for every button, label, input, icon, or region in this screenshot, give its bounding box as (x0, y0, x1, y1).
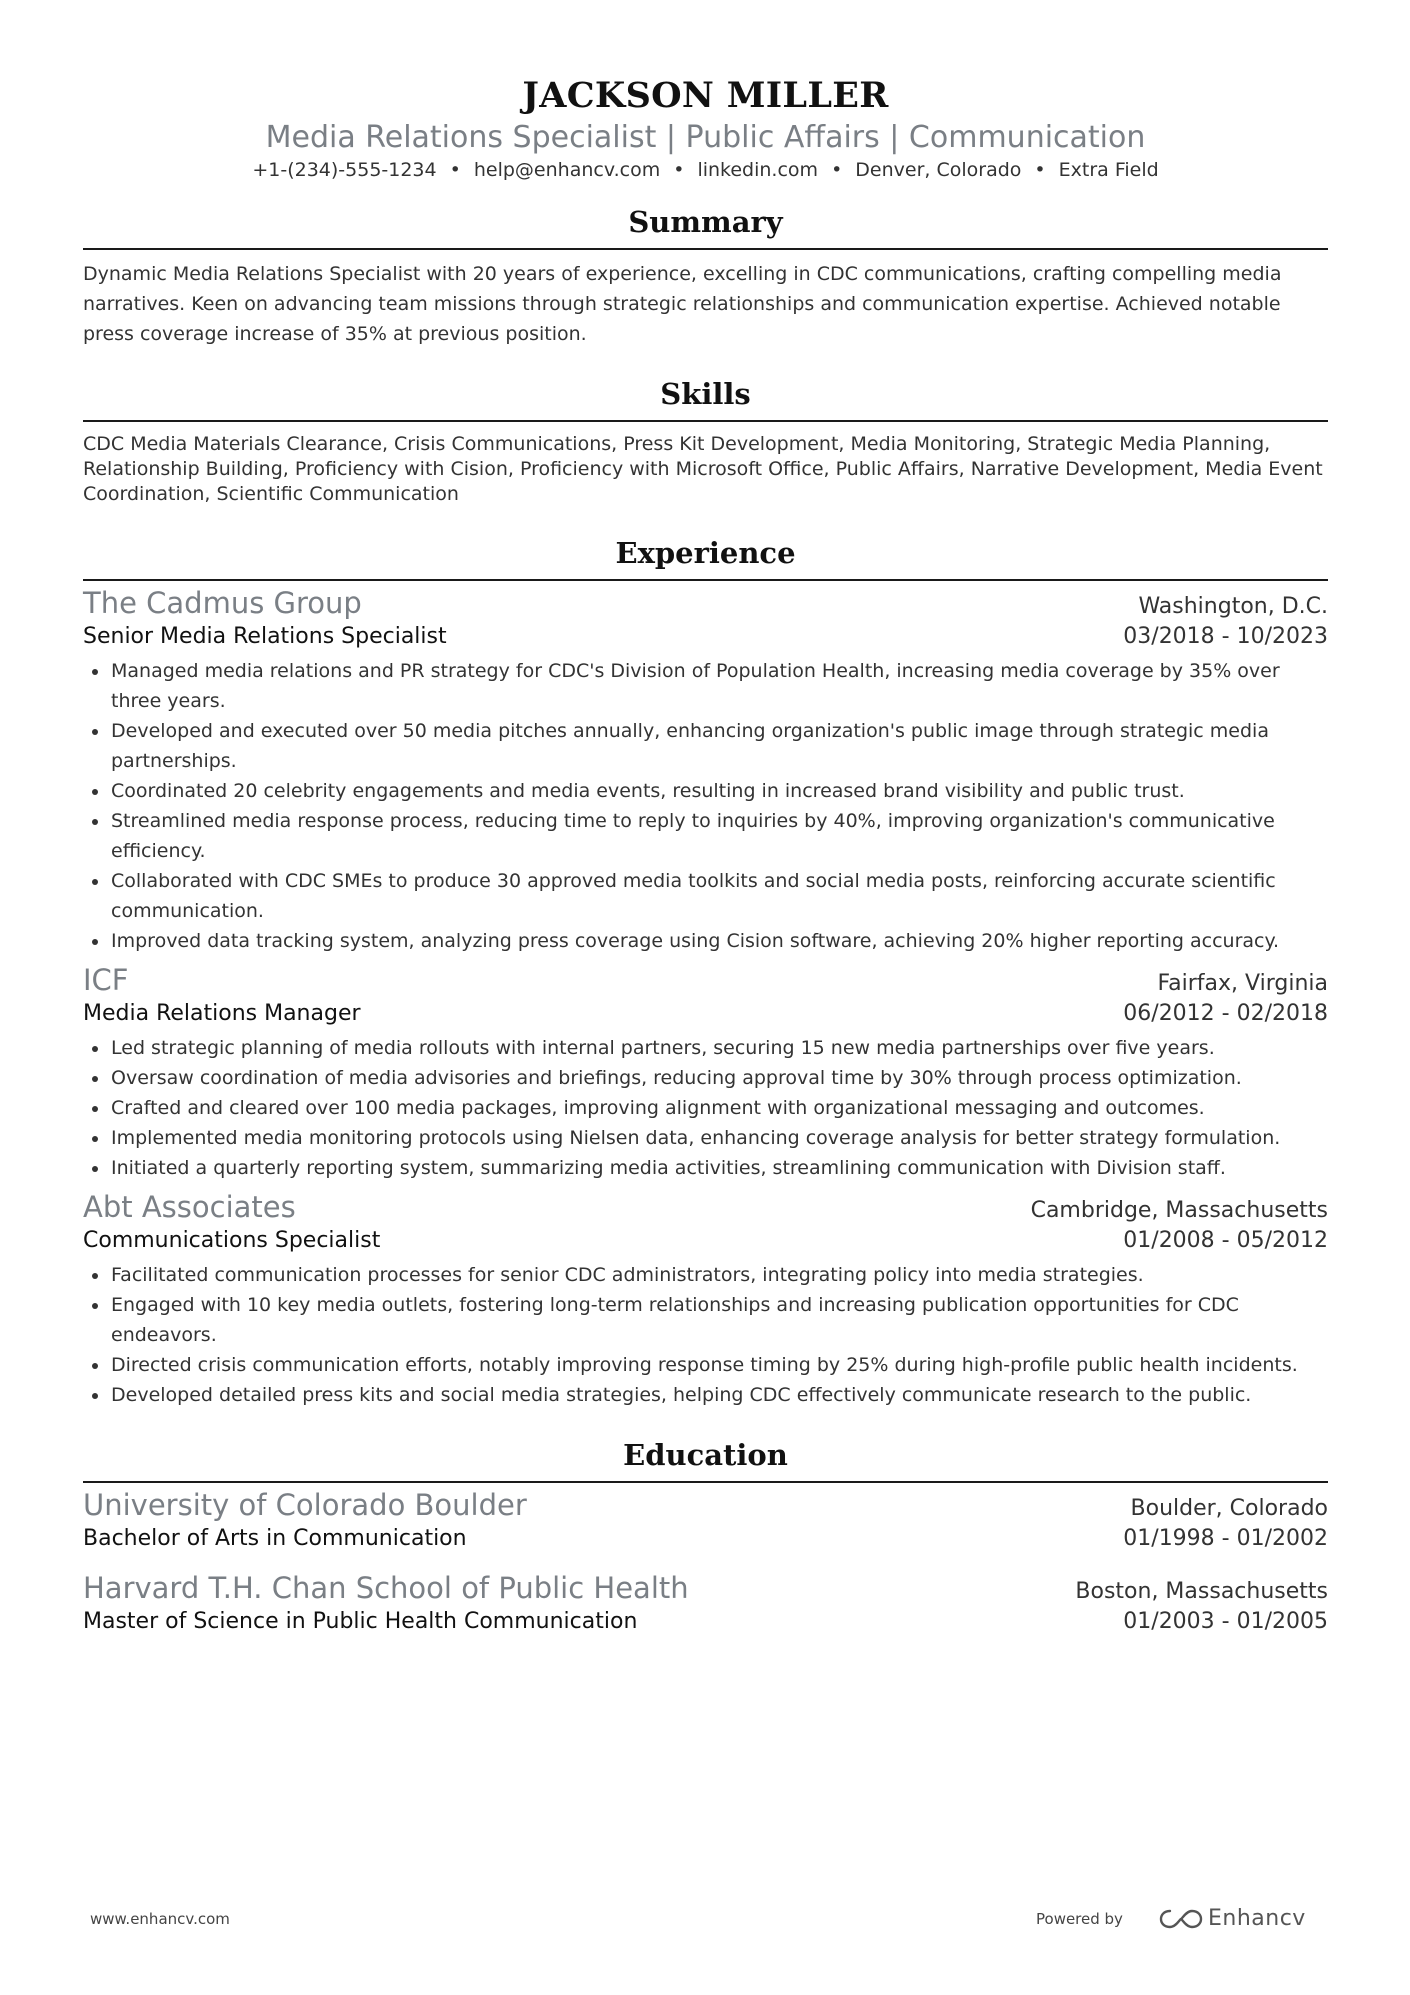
company-name: Abt Associates (83, 1190, 296, 1224)
linkedin-link[interactable]: linkedin.com (697, 159, 819, 181)
experience-entry (83, 1189, 1328, 1410)
location: Denver, Colorado (855, 159, 1022, 181)
bullet-item: Developed and executed over 50 media pitches annually, enhancing organization's public image through strategic media partnerships. (83, 716, 1328, 776)
separator-dot: • (1034, 159, 1046, 181)
experience-section (83, 535, 1328, 1410)
job-bullets (83, 1033, 1328, 1183)
company-name: ICF (83, 963, 129, 997)
school-name: Harvard T.H. Chan School of Public Health (83, 1571, 689, 1605)
bullet-item: Coordinated 20 celebrity engagements and media events, resulting in increased brand visibility and public trust. (83, 776, 1328, 806)
enhancv-brand-text: Enhancv (1208, 1906, 1306, 1931)
bullet-item: Crafted and cleared over 100 media packages, improving alignment with organizational messaging and outcomes. (83, 1093, 1328, 1123)
education-dates: 01/2003 - 01/2005 (1123, 1609, 1328, 1634)
section-heading: Education (83, 1437, 1328, 1483)
summary-section (83, 204, 1328, 349)
bullet-item: Managed media relations and PR strategy for CDC's Division of Population Health, increasing media coverage by 35% over three years. (83, 656, 1328, 716)
enhancv-infinity-icon (1158, 1907, 1204, 1931)
degree: Bachelor of Arts in Communication (83, 1526, 467, 1551)
experience-entry (83, 585, 1328, 956)
school-name: University of Colorado Boulder (83, 1488, 527, 1522)
bullet-item: Initiated a quarterly reporting system, summarizing media activities, streamlining communication with Division staff. (83, 1153, 1328, 1183)
separator-dot: • (449, 159, 461, 181)
bullet-item: Directed crisis communication efforts, notably improving response timing by 25% during high-profile public health incidents. (83, 1350, 1328, 1380)
email[interactable]: help@enhancv.com (473, 159, 661, 181)
job-role: Senior Media Relations Specialist (83, 624, 447, 649)
bullet-item: Led strategic planning of media rollouts with internal partners, securing 15 new media partnerships over five years. (83, 1033, 1328, 1063)
candidate-title: Media Relations Specialist | Public Affairs | Communication (265, 120, 1146, 155)
resume-page (83, 0, 1328, 1637)
experience-entry (83, 962, 1328, 1183)
candidate-name: JACKSON MILLER (522, 75, 889, 116)
job-bullets (83, 1260, 1328, 1410)
page-footer (0, 1900, 1410, 1940)
separator-dot: • (673, 159, 685, 181)
section-heading: Summary (83, 204, 1328, 250)
job-location: Fairfax, Virginia (1157, 971, 1328, 996)
job-dates: 06/2012 - 02/2018 (1123, 1001, 1328, 1026)
bullet-item: Engaged with 10 key media outlets, fostering long-term relationships and increasing publication opportunities for CDC endeavors. (83, 1290, 1328, 1350)
bullet-item: Streamlined media response process, reducing time to reply to inquiries by 40%, improving organization's communicative efficiency. (83, 806, 1328, 866)
powered-by-label: Powered by (1036, 1910, 1123, 1928)
job-dates: 01/2008 - 05/2012 (1123, 1228, 1328, 1253)
school-location: Boston, Massachusetts (1075, 1579, 1328, 1604)
bullet-item: Improved data tracking system, analyzing press coverage using Cision software, achieving 20% higher reporting accuracy. (83, 926, 1328, 956)
job-location: Cambridge, Massachusetts (1030, 1198, 1328, 1223)
education-section (83, 1437, 1328, 1637)
resume-header (83, 0, 1328, 183)
summary-text: Dynamic Media Relations Specialist with 20 years of experience, excelling in CDC communications, crafting compelling media narratives. Keen on advancing team missions through strategic relationships and communication expertise. Achieved notable press coverage increase of 35% at previous position. (83, 263, 1282, 345)
job-role: Media Relations Manager (83, 1001, 361, 1026)
footer-url[interactable]: www.enhancv.com (90, 1910, 230, 1928)
extra-field: Extra Field (1058, 159, 1159, 181)
skills-text: CDC Media Materials Clearance, Crisis Communications, Press Kit Development, Media Monitoring, Strategic Media Planning, Relationship Building, Proficiency with Cision, Proficiency with Microsoft Office, Public Affairs, Narrative Development, Media Event Coordination, Scientific Communication (83, 433, 1323, 505)
bullet-item: Implemented media monitoring protocols using Nielsen data, enhancing coverage analysis for better strategy formulation. (83, 1123, 1328, 1153)
phone: +1-(234)-555-1234 (252, 159, 437, 181)
school-location: Boulder, Colorado (1130, 1496, 1328, 1521)
job-location: Washington, D.C. (1138, 594, 1328, 619)
job-bullets (83, 656, 1328, 956)
education-dates: 01/1998 - 01/2002 (1123, 1526, 1328, 1551)
section-heading: Skills (83, 376, 1328, 422)
degree: Master of Science in Public Health Communication (83, 1609, 638, 1634)
job-dates: 03/2018 - 10/2023 (1123, 624, 1328, 649)
job-role: Communications Specialist (83, 1228, 381, 1253)
contact-line (83, 157, 1328, 183)
separator-dot: • (831, 159, 843, 181)
bullet-item: Developed detailed press kits and social media strategies, helping CDC effectively communicate research to the public. (83, 1380, 1328, 1410)
bullet-item: Collaborated with CDC SMEs to produce 30 approved media toolkits and social media posts, reinforcing accurate scientific communication. (83, 866, 1328, 926)
section-heading: Experience (83, 535, 1328, 581)
company-name: The Cadmus Group (83, 586, 362, 620)
education-entry (83, 1570, 1328, 1637)
skills-section (83, 376, 1328, 507)
education-entry (83, 1487, 1328, 1554)
bullet-item: Facilitated communication processes for senior CDC administrators, integrating policy into media strategies. (83, 1260, 1328, 1290)
enhancv-logo[interactable] (1158, 1906, 1306, 1931)
bullet-item: Oversaw coordination of media advisories and briefings, reducing approval time by 30% through process optimization. (83, 1063, 1328, 1093)
